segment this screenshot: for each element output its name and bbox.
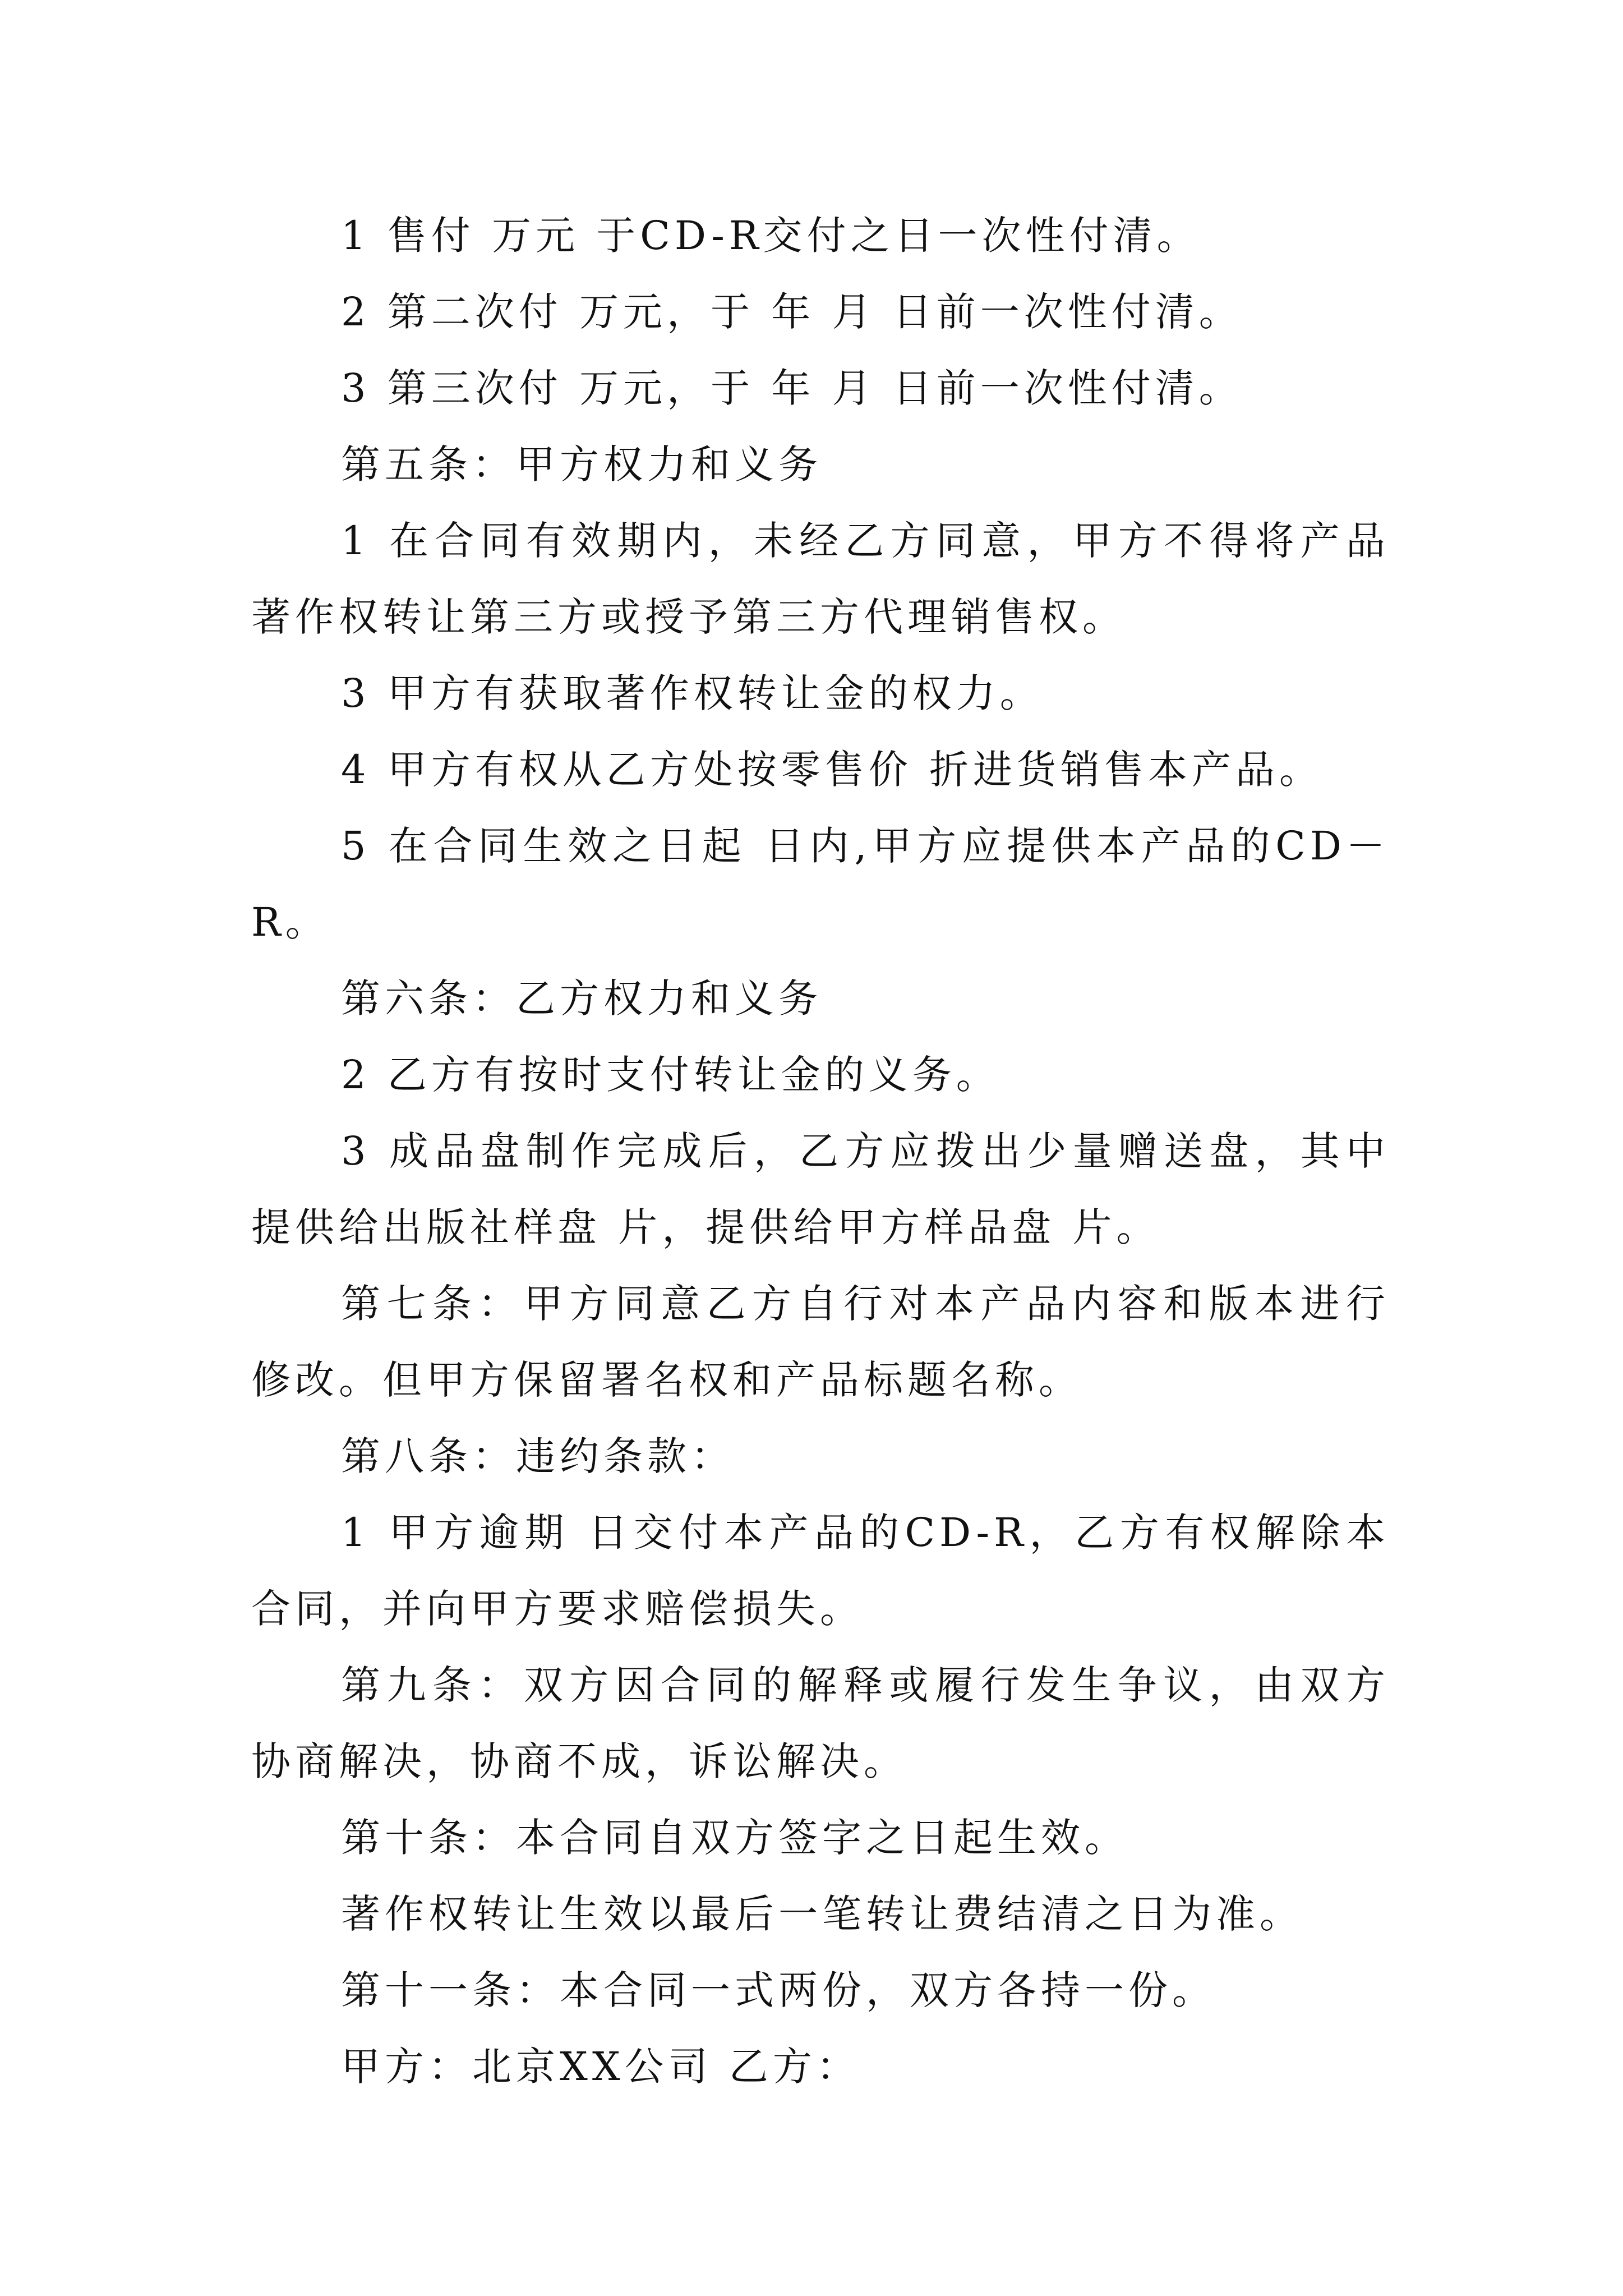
article-10-note: 著作权转让生效以最后一笔转让费结清之日为准。 [341,1891,1303,1937]
article-7: 第七条：甲方同意乙方自行对本产品内容和版本进行修改。但甲方保留署名权和产品标题名称。 [251,1281,1390,1403]
article-6-item-3: 3 成品盘制作完成后，乙方应拨出少量赠送盘，其中提供给出版社样盘 片，提供给甲方样品盘 片。 [251,1128,1390,1250]
article-6-heading: 第六条：乙方权力和义务 [341,976,822,1022]
article-6-item-2: 2 乙方有按时支付转让金的义务。 [341,1052,1000,1098]
article-5-heading: 第五条：甲方权力和义务 [341,441,822,487]
article-8-item-1: 1 甲方逾期 日交付本产品的CD-R，乙方有权解除本合同，并向甲方要求赔偿损失。 [251,1510,1390,1632]
signature-line: 甲方：北京XX公司 乙方： [341,2044,860,2090]
article-5-item-3: 3 甲方有获取著作权转让金的权力。 [341,670,1044,716]
article-5-item-4: 4 甲方有权从乙方处按零售价 折进货销售本产品。 [341,747,1324,793]
payment-clause-2: 2 第二次付 万元，于 年 月 日前一次性付清。 [341,289,1243,335]
payment-clause-1: 1 售付 万元 于CD-R交付之日一次性付清。 [341,213,1201,259]
article-9: 第九条：双方因合同的解释或履行发生争议，由双方协商解决，协商不成，诉讼解决。 [251,1662,1390,1784]
payment-clause-3: 3 第三次付 万元，于 年 月 日前一次性付清。 [341,365,1243,411]
article-5-item-1: 1 在合同有效期内，未经乙方同意，甲方不得将产品著作权转让第三方或授予第三方代理销售权。 [251,518,1390,640]
article-8-heading: 第八条：违约条款： [341,1433,735,1479]
article-5-item-5: 5 在合同生效之日起 日内,甲方应提供本产品的CD－R。 [251,823,1390,945]
article-11: 第十一条：本合同一式两份，双方各持一份。 [341,1967,1216,2013]
article-10: 第十条：本合同自双方签字之日起生效。 [341,1815,1128,1861]
contract-body [251,197,1390,2105]
